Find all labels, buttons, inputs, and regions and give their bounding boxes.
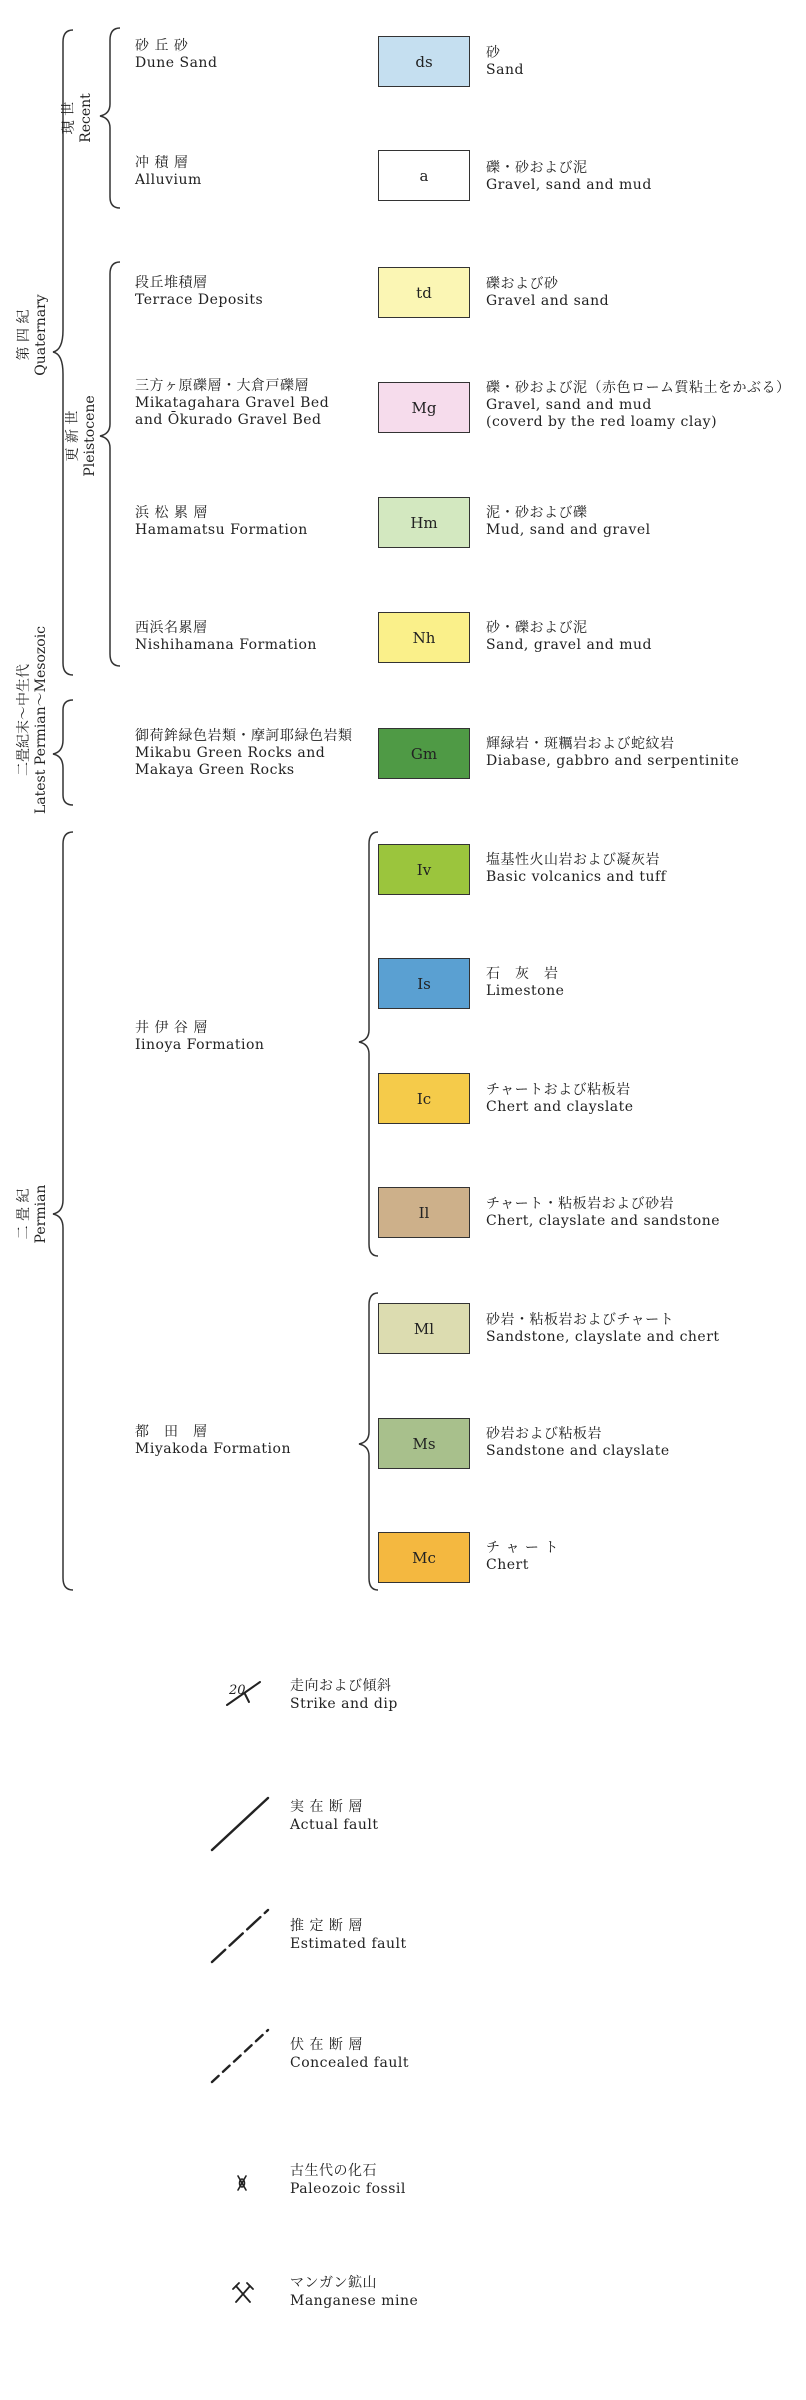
- symbol-label-actual-fault: [290, 1798, 379, 1834]
- unit-desc-en: Chert and clayslate: [486, 1099, 634, 1115]
- unit-box-iv: Iv: [378, 844, 470, 895]
- symbol-label-en: Estimated fault: [290, 1936, 407, 1952]
- unit-box-ic: Ic: [378, 1073, 470, 1124]
- formation-name-ja: 都 田 層: [135, 1424, 208, 1440]
- unit-desc-en: Sand: [486, 62, 524, 78]
- unit-desc-ja: チ ャ ー ト: [486, 1540, 559, 1556]
- unit-box-nh: Nh: [378, 612, 470, 663]
- unit-desc-ja: 砂岩および粘板岩: [486, 1426, 602, 1442]
- symbol-label-en: Concealed fault: [290, 2055, 409, 2071]
- unit-name-ja: 砂 丘 砂: [135, 38, 189, 54]
- strike-dip-icon: [227, 1682, 260, 1705]
- unit-desc-ja: 塩基性火山岩および凝灰岩: [486, 852, 660, 868]
- dip-value: 20: [229, 1683, 246, 1698]
- unit-desc-en: Chert: [486, 1557, 529, 1573]
- unit-box-hm: Hm: [378, 497, 470, 548]
- unit-desc-en: Gravel and sand: [486, 293, 610, 309]
- manganese-mine-icon: [233, 2283, 253, 2302]
- unit-name-en: Terrace Deposits: [135, 292, 264, 308]
- unit-box-mc: Mc: [378, 1532, 470, 1583]
- actual-fault-icon: [212, 1798, 268, 1850]
- symbol-label-en: Strike and dip: [290, 1696, 398, 1712]
- symbol-label-ja: 推 定 断 層: [290, 1918, 363, 1934]
- symbol-label-paleozoic-fossil: [290, 2162, 406, 2198]
- unit-name-ja: 西浜名累層: [135, 620, 208, 636]
- unit-box-ml: Ml: [378, 1303, 470, 1354]
- unit-name-ja: 御荷鉾緑色岩類・摩訶耶緑色岩類: [135, 728, 353, 744]
- unit-desc-en: Limestone: [486, 983, 565, 999]
- symbol-label-manganese-mine: [290, 2274, 418, 2310]
- unit-desc-en: Basic volcanics and tuff: [486, 869, 667, 885]
- unit-desc-ja: 砂・礫および泥: [486, 620, 588, 636]
- unit-name-en: Nishihamana Formation: [135, 637, 317, 653]
- era-permian-mesozoic-ja: 二畳紀末〜中生代: [16, 664, 32, 776]
- symbol-label-estimated-fault: [290, 1917, 407, 1953]
- unit-box-mg: Mg: [378, 382, 470, 433]
- unit-name-en: Mikatagahara Gravel Bed: [135, 395, 330, 411]
- formation-name-en: Miyakoda Formation: [135, 1441, 291, 1457]
- symbol-label-en: Paleozoic fossil: [290, 2181, 406, 2197]
- unit-desc-ja: チャート・粘板岩および砂岩: [486, 1196, 675, 1212]
- formation-name-en: Iinoya Formation: [135, 1037, 265, 1053]
- unit-box-is: Is: [378, 958, 470, 1009]
- era-recent-en: Recent: [78, 93, 94, 143]
- unit-box-ds: ds: [378, 36, 470, 87]
- unit-desc-ja: 礫・砂および泥（赤色ローム質粘土をかぶる）: [486, 380, 791, 396]
- unit-name-en-2: and Ōkurado Gravel Bed: [135, 412, 322, 428]
- symbol-label-ja: 実 在 断 層: [290, 1799, 363, 1815]
- unit-desc-ja: 礫および砂: [486, 276, 559, 292]
- symbol-label-strike-dip: [290, 1677, 398, 1713]
- era-pleistocene-en: Pleistocene: [82, 395, 98, 477]
- unit-box-td: td: [378, 267, 470, 318]
- unit-name-ja: 段丘堆積層: [135, 275, 208, 291]
- unit-desc-ja: 砂岩・粘板岩およびチャート: [486, 1312, 675, 1328]
- era-pleistocene-ja: 更 新 世: [65, 410, 81, 462]
- symbol-label-en: Manganese mine: [290, 2293, 419, 2309]
- era-permian-mesozoic-en: Latest Permian〜Mesozoic: [33, 625, 49, 815]
- formation-name-ja: 井 伊 谷 層: [135, 1020, 208, 1036]
- unit-name-en: Hamamatsu Formation: [135, 522, 308, 538]
- symbol-label-ja: 走向および傾斜: [290, 1678, 392, 1694]
- unit-name-ja: 三方ヶ原礫層・大倉戸礫層: [135, 378, 309, 394]
- unit-name-ja: 浜 松 累 層: [135, 505, 208, 521]
- unit-desc-ja: 砂: [486, 45, 501, 61]
- symbol-label-en: Actual fault: [290, 1817, 379, 1833]
- unit-name-en: Mikabu Green Rocks and: [135, 745, 326, 761]
- unit-desc-ja: 石 灰 岩: [486, 966, 559, 982]
- era-quaternary-ja: 第 四 紀: [16, 309, 32, 361]
- unit-name-ja: 冲 積 層: [135, 155, 189, 171]
- unit-desc-en: Sand, gravel and mud: [486, 637, 652, 653]
- unit-desc-ja: 礫・砂および泥: [486, 160, 588, 176]
- unit-box-ms: Ms: [378, 1418, 470, 1469]
- unit-box-gm: Gm: [378, 728, 470, 779]
- era-permian-ja: 二 畳 紀: [16, 1188, 32, 1240]
- unit-desc-ja: チャートおよび粘板岩: [486, 1082, 631, 1098]
- era-quaternary-en: Quaternary: [33, 294, 49, 376]
- paleozoic-fossil-icon: [238, 2176, 246, 2190]
- unit-desc-ja: 泥・砂および礫: [486, 505, 588, 521]
- era-permian-en: Permian: [33, 1184, 49, 1244]
- concealed-fault-icon: [212, 2030, 268, 2082]
- unit-box-il: Il: [378, 1187, 470, 1238]
- unit-desc-en: Diabase, gabbro and serpentinite: [486, 753, 740, 769]
- unit-desc-en-2: (coverd by the red loamy clay): [486, 414, 718, 430]
- estimated-fault-icon: [212, 1910, 268, 1962]
- symbol-label-ja: 伏 在 断 層: [290, 2037, 363, 2053]
- unit-name-en: Dune Sand: [135, 55, 218, 71]
- symbol-label-ja: 古生代の化石: [290, 2163, 377, 2179]
- unit-name-en: Alluvium: [135, 172, 202, 188]
- unit-desc-en: Gravel, sand and mud: [486, 397, 652, 413]
- unit-desc-en: Gravel, sand and mud: [486, 177, 652, 193]
- unit-desc-en: Sandstone, clayslate and chert: [486, 1329, 720, 1345]
- unit-desc-en: Mud, sand and gravel: [486, 522, 651, 538]
- unit-desc-en: Sandstone and clayslate: [486, 1443, 670, 1459]
- unit-desc-ja: 輝緑岩・斑糲岩および蛇紋岩: [486, 736, 675, 752]
- unit-desc-en: Chert, clayslate and sandstone: [486, 1213, 721, 1229]
- era-recent-ja: 現 世: [61, 101, 77, 135]
- unit-name-en-2: Makaya Green Rocks: [135, 762, 295, 778]
- symbol-label-ja: マンガン鉱山: [290, 2275, 377, 2291]
- unit-box-a: a: [378, 150, 470, 201]
- symbol-label-concealed-fault: [290, 2036, 409, 2072]
